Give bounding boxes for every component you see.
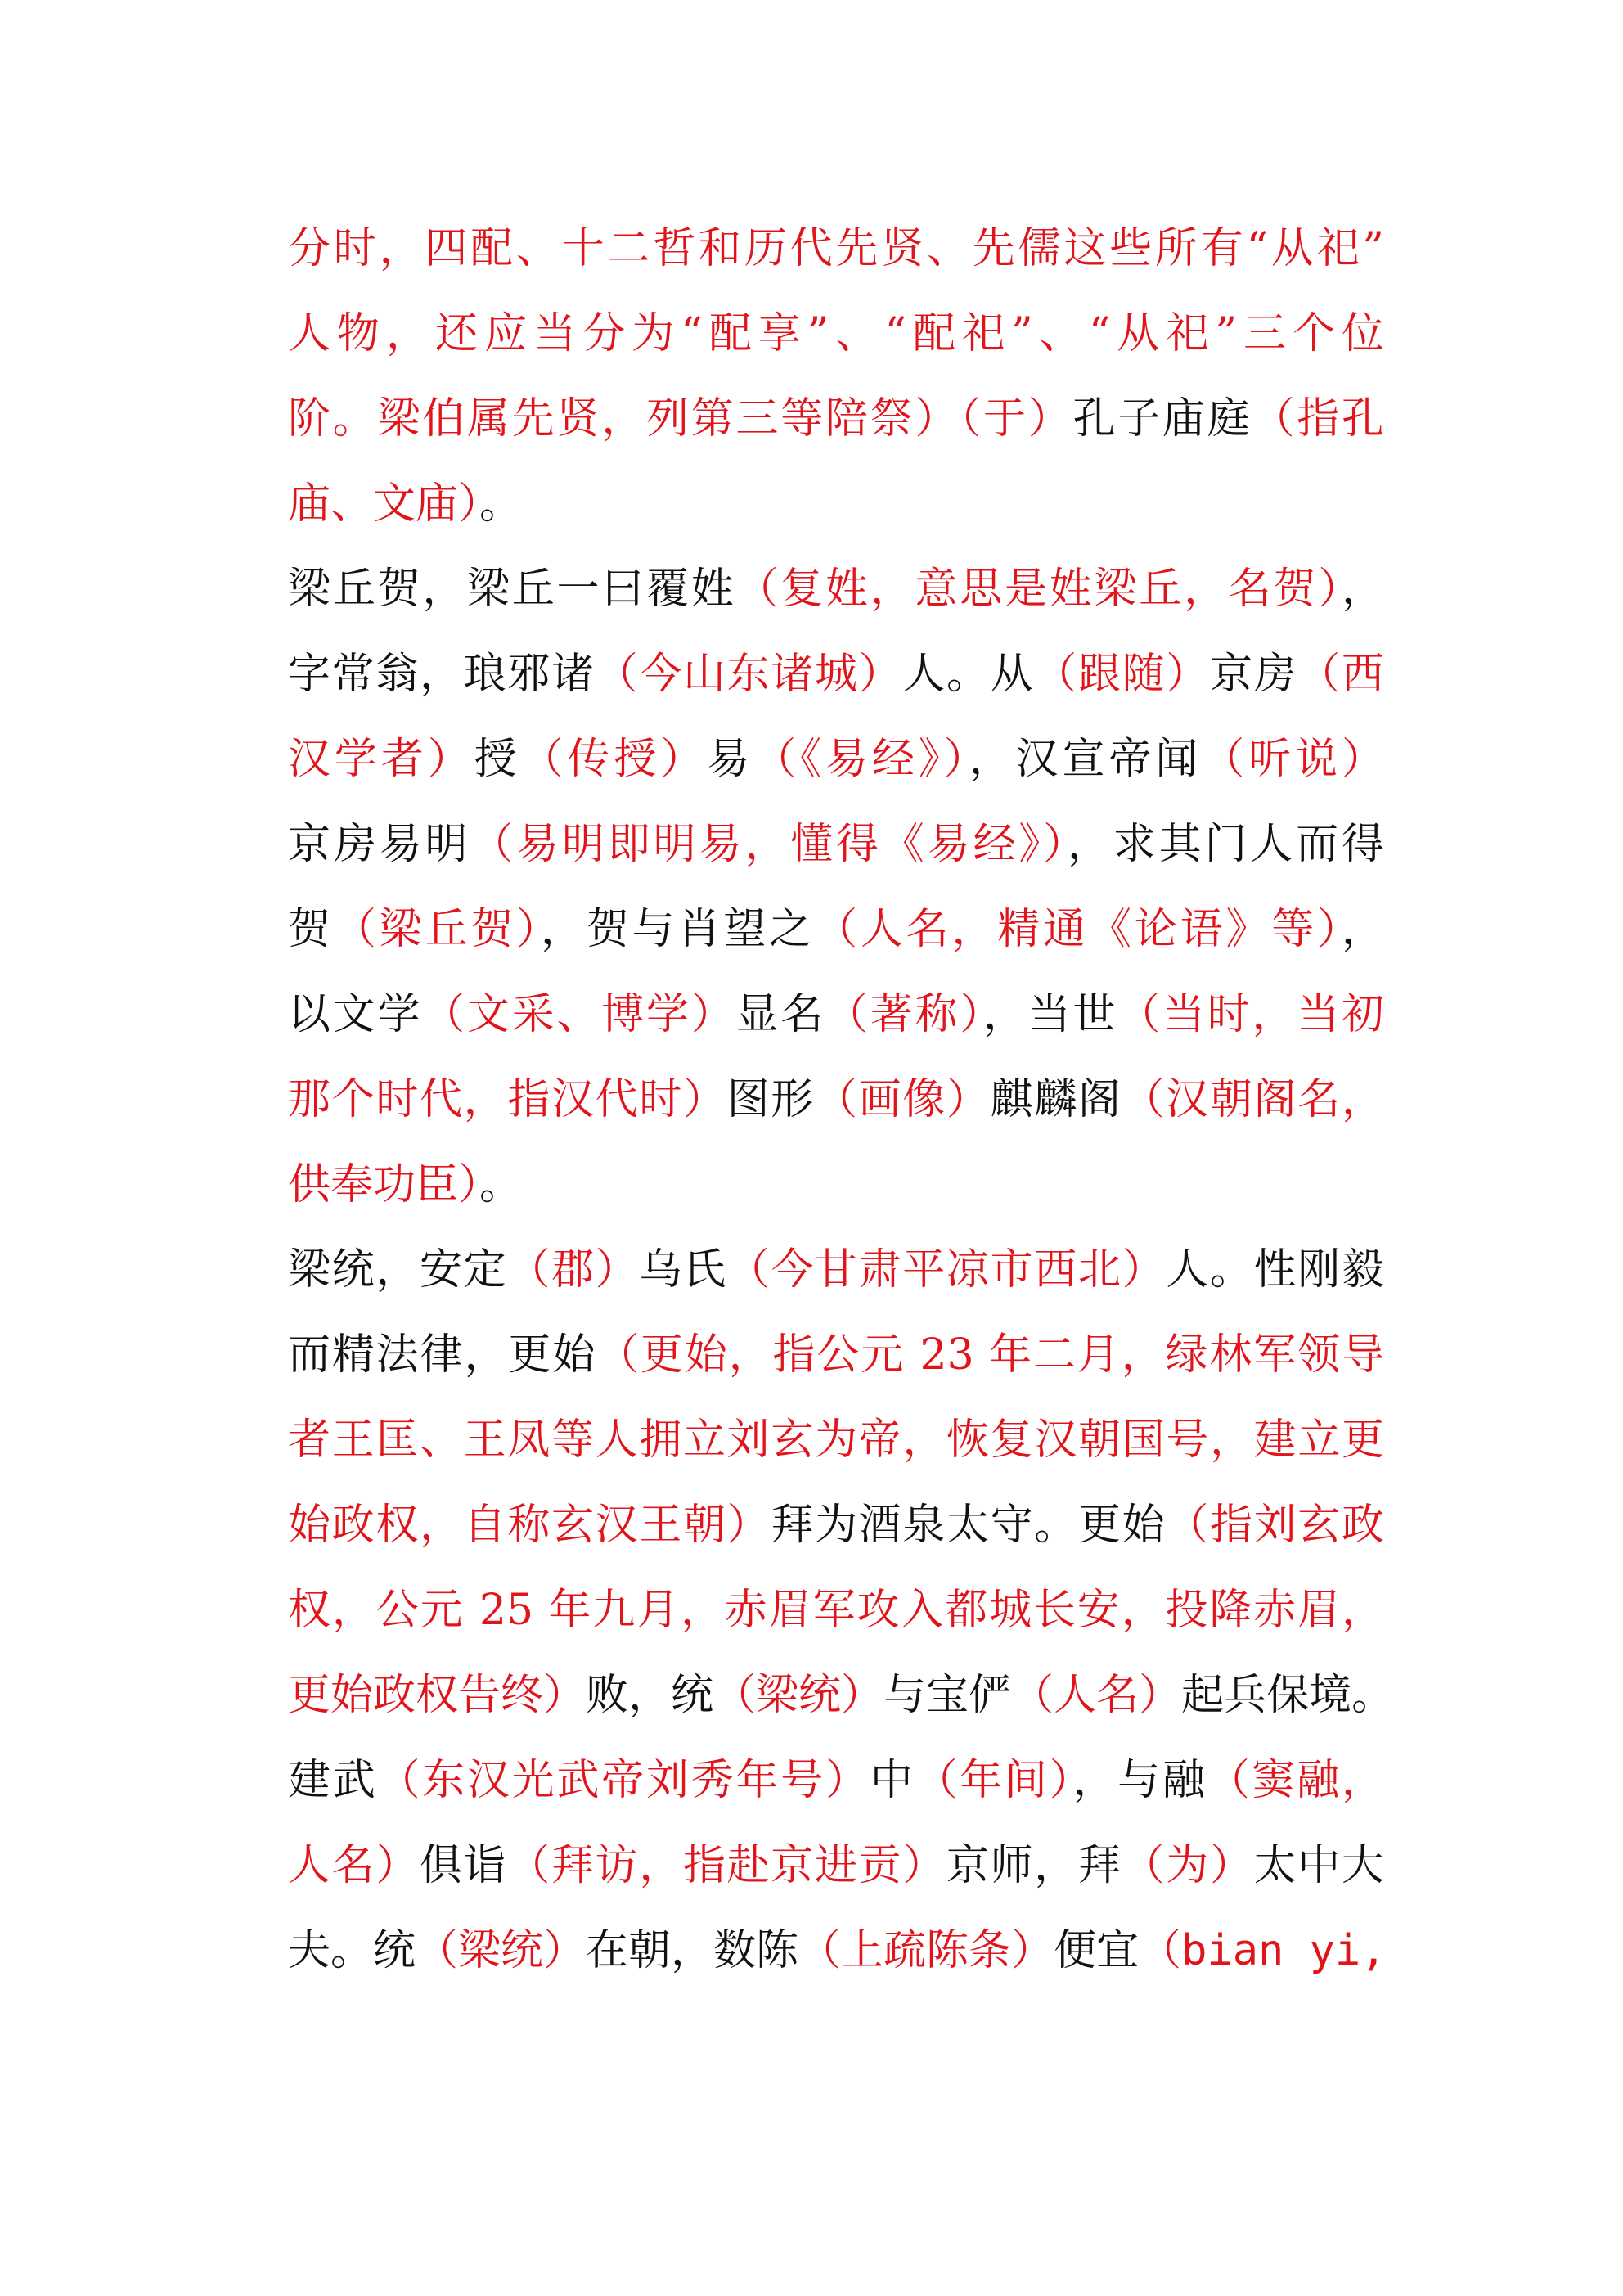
original-text: 乌氏 — [639, 1245, 727, 1294]
annotation-text: （人名，精通《论语》等） — [814, 905, 1342, 954]
text-line — [288, 1312, 1384, 1398]
text-line — [288, 632, 1384, 717]
original-text: 人。性刚毅 — [1166, 1245, 1384, 1294]
original-text: 京房 — [1209, 650, 1298, 699]
text-line — [288, 206, 1384, 291]
text-line — [288, 1823, 1384, 1908]
original-text: 京师，拜 — [946, 1841, 1122, 1890]
annotation-text: （指孔 — [1252, 394, 1384, 443]
text-line — [288, 376, 1384, 461]
text-line — [288, 1738, 1384, 1823]
annotation-text: 权，公元 25 年九月，赤眉军攻入都城长安，投降赤眉， — [288, 1586, 1384, 1635]
text-line — [288, 1057, 1384, 1142]
annotation-text: 那个时代，指汉代时） — [288, 1075, 727, 1124]
annotation-text: （指刘玄政 — [1166, 1501, 1384, 1550]
annotation-text: （《易经》） — [753, 735, 969, 784]
original-text: 便宜 — [1054, 1926, 1140, 1975]
original-text: ，当世 — [982, 990, 1118, 1039]
annotation-text: （西 — [1297, 650, 1384, 699]
original-text: 与宝俨 — [883, 1671, 1012, 1720]
annotation-text: （易明即明易，懂得《易经》） — [470, 820, 1068, 869]
document-body — [288, 206, 1395, 1993]
annotation-text: （上疏陈条） — [798, 1926, 1054, 1975]
original-text: ，贺与肖望之 — [541, 905, 815, 954]
text-line — [288, 1483, 1384, 1568]
original-text: ，与融 — [1072, 1756, 1207, 1805]
original-text: 麒麟阁 — [990, 1075, 1122, 1124]
annotation-text: （听说） — [1202, 735, 1384, 784]
original-text: 太中大 — [1253, 1841, 1384, 1890]
annotation-text: （文采、博学） — [422, 990, 736, 1039]
annotation-text: 阶。梁伯属先贤，列第三等陪祭）（于） — [288, 394, 1073, 443]
text-line — [288, 547, 1384, 632]
original-text: 人。从 — [902, 650, 1035, 699]
original-text: ，求其门人而得 — [1067, 820, 1384, 869]
text-line — [288, 887, 1384, 972]
original-text: ， — [1341, 565, 1384, 614]
annotation-text: （ — [1139, 1926, 1182, 1975]
original-text: 图形 — [726, 1075, 815, 1124]
annotation-text: 分时，四配、十二哲和历代先贤、先儒这些所有“从祀” — [288, 224, 1384, 273]
original-text: 梁统，安定 — [288, 1245, 508, 1294]
annotation-text: （为） — [1122, 1841, 1254, 1890]
original-text: 京房易明 — [288, 820, 471, 869]
text-line — [288, 1908, 1387, 1993]
original-text: 字常翁，琅邪诸 — [288, 650, 596, 699]
original-text: 俱诣 — [420, 1841, 508, 1890]
annotation-text: （东汉光武帝刘秀年号） — [377, 1756, 870, 1805]
annotation-text: （当时，当初 — [1117, 990, 1384, 1039]
text-line — [288, 802, 1384, 887]
annotation-text: （今甘肃平凉市西北） — [726, 1245, 1167, 1294]
text-line — [288, 1227, 1384, 1312]
original-text: 孔子庙庭 — [1072, 394, 1252, 443]
annotation-text: （著称） — [825, 990, 983, 1039]
original-text: 显名 — [735, 990, 825, 1039]
original-text: 在朝，数陈 — [586, 1926, 799, 1975]
annotation-text: 汉学者） — [288, 735, 474, 784]
original-text: 贺 — [288, 905, 334, 954]
text-line — [288, 972, 1384, 1057]
annotation-text: 者王匡、王凤等人拥立刘玄为帝，恢复汉朝国号，建立更 — [288, 1416, 1384, 1465]
annotation-text: （梁统） — [713, 1671, 884, 1720]
annotation-text: 庙、文庙） — [288, 479, 480, 529]
original-text: 中 — [870, 1756, 915, 1805]
text-line — [288, 291, 1384, 376]
annotation-text: （更始，指公元 23 年二月，绿林军领导 — [596, 1330, 1384, 1380]
annotation-text: 供奉功臣） — [288, 1160, 480, 1209]
annotation-text: 更始政权告终） — [288, 1671, 587, 1720]
annotation-text: （窦融， — [1207, 1756, 1384, 1805]
annotation-text: 人名） — [288, 1841, 420, 1890]
original-text: 夫。统 — [288, 1926, 416, 1975]
original-text: 拜为酒泉太守。更始 — [771, 1501, 1167, 1550]
annotation-text: （拜访，指赴京进贡） — [507, 1841, 946, 1890]
original-text: 授 — [474, 735, 521, 784]
annotation-text: （人名） — [1011, 1671, 1182, 1720]
original-text: 而精法律，更始 — [288, 1330, 597, 1380]
original-text: 梁丘贺，梁丘一曰覆姓 — [288, 565, 736, 614]
annotation-text: bian yi, — [1181, 1926, 1387, 1975]
annotation-text: （汉朝阁名， — [1122, 1075, 1384, 1124]
annotation-text: （今山东诸城） — [595, 650, 903, 699]
text-line — [288, 461, 1384, 547]
annotation-text: （画像） — [814, 1075, 991, 1124]
original-text: 建武 — [288, 1756, 378, 1805]
text-line — [288, 1568, 1384, 1653]
original-text: ， — [1341, 905, 1384, 954]
text-line — [288, 717, 1384, 802]
original-text: ，汉宣帝闻 — [969, 735, 1203, 784]
original-text: 。 — [479, 1160, 523, 1209]
annotation-text: （跟随） — [1034, 650, 1210, 699]
annotation-text: 始政权，自称玄汉王朝） — [288, 1501, 771, 1550]
annotation-text: （郡） — [507, 1245, 640, 1294]
original-text: 以文学 — [288, 990, 423, 1039]
annotation-text: （复姓，意思是姓梁丘，名贺） — [735, 565, 1342, 614]
text-line — [288, 1398, 1384, 1483]
annotation-text: （年间） — [915, 1756, 1073, 1805]
annotation-text: （梁丘贺） — [333, 905, 541, 954]
text-line — [288, 1142, 1384, 1227]
annotation-text: 人物，还应当分为“配享”、“配祀”、“从祀”三个位 — [288, 309, 1384, 358]
annotation-text: （梁统） — [416, 1926, 587, 1975]
original-text: 起兵保境。 — [1181, 1671, 1395, 1720]
text-line — [288, 1653, 1395, 1738]
original-text: 败，统 — [586, 1671, 714, 1720]
original-text: 易 — [707, 735, 754, 784]
original-text: 。 — [479, 479, 523, 529]
annotation-text: （传授） — [520, 735, 708, 784]
